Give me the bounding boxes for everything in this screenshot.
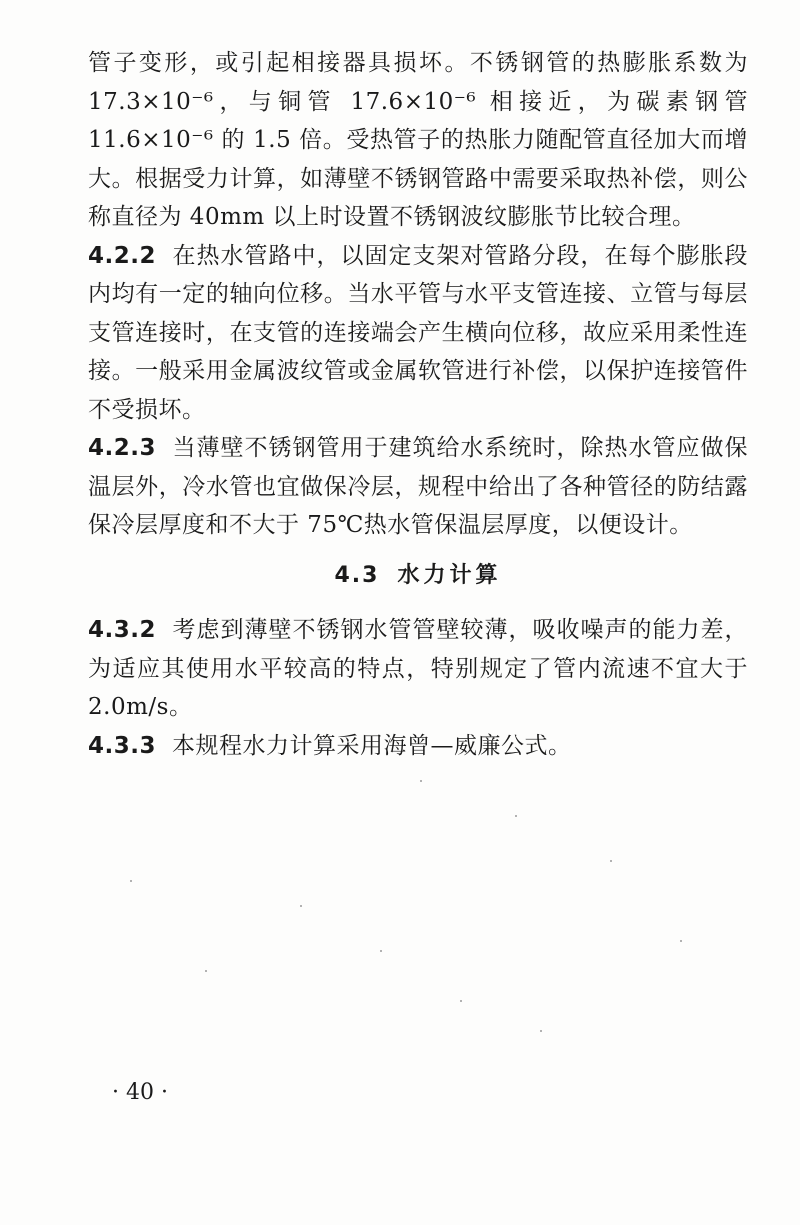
paragraph-4-2-2 xyxy=(88,237,748,430)
paragraph-text: 本规程水力计算采用海曾—威廉公式。 xyxy=(172,732,572,759)
paragraph-text: 考虑到薄壁不锈钢水管管壁较薄，吸收噪声的能力差，为适应其使用水平较高的特点，特别规定了管内流速不宜大于 2.0m/s。 xyxy=(88,617,748,720)
section-number: 4.3.2 xyxy=(88,617,156,643)
scan-speckle xyxy=(610,860,612,862)
scan-speckle xyxy=(205,970,207,972)
section-number: 4.2.2 xyxy=(88,242,156,269)
paragraph-intro xyxy=(88,44,748,237)
scan-speckle xyxy=(420,780,422,782)
scan-speckle xyxy=(300,905,302,907)
paragraph-4-3-2 xyxy=(88,611,748,727)
scan-speckle xyxy=(680,940,682,942)
body-text xyxy=(88,44,748,765)
scan-speckle xyxy=(460,1000,462,1002)
page-number: · 40 · xyxy=(112,1080,168,1105)
paragraph-text: 当薄壁不锈钢管用于建筑给水系统时，除热水管应做保温层外，冷水管也宜做保冷层，规程中给出了各种管径的防结露保冷层厚度和不大于 75℃热水管保温层厚度，以便设计。 xyxy=(88,435,748,538)
section-heading xyxy=(88,557,748,596)
heading-number: 4.3 xyxy=(334,562,380,588)
scan-speckle xyxy=(130,880,132,882)
paragraph-4-2-3 xyxy=(88,429,748,545)
scan-speckle xyxy=(515,815,517,817)
paragraph-text: 在热水管路中，以固定支架对管路分段，在每个膨胀段内均有一定的轴向位移。当水平管与水平支管连接、立管与每层支管连接时，在支管的连接端会产生横向位移，故应采用柔性连接。一般采用金属波纹管或金属软管进行补偿，以保护连接管件不受损坏。 xyxy=(88,242,748,423)
paragraph-4-3-3 xyxy=(88,727,748,766)
section-number: 4.2.3 xyxy=(88,435,156,461)
paragraph-text: 管子变形，或引起相接器具损坏。不锈钢管的热膨胀系数为 17.3×10⁻⁶，与铜管 17.6×10⁻⁶ 相接近，为碳素钢管 11.6×10⁻⁶ 的 1.5 倍。受热管子的热胀力随配管直径加大而增大。根据受力计算，如薄壁不锈钢管路中需要采取热补偿，则公称直径为 40mm 以上时设置不锈钢波纹膨胀节比较合理。 xyxy=(88,50,748,230)
scan-speckle xyxy=(540,1030,542,1032)
scan-speckle xyxy=(380,950,382,952)
heading-title: 水力计算 xyxy=(397,562,502,588)
section-number: 4.3.3 xyxy=(88,732,156,759)
